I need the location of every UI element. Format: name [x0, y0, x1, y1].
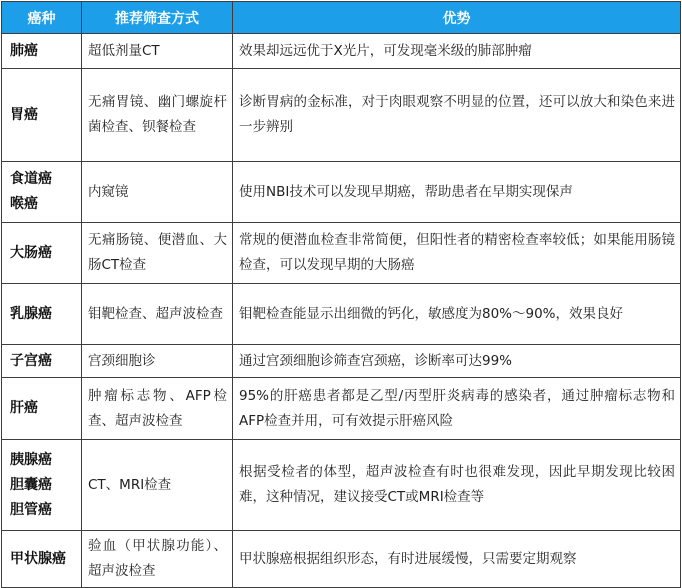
table-row	[2, 162, 681, 223]
cancer-type-cell	[2, 284, 82, 345]
header-cancer-type: 癌种	[2, 2, 82, 34]
advantage-cell: 甲状腺癌根据组织形态，有时进展缓慢，只需要定期观察	[233, 531, 681, 588]
screening-method-cell: CT、MRI检查	[82, 440, 233, 531]
table-row	[2, 531, 681, 588]
cancer-type-cell	[2, 162, 82, 223]
table-header-row	[2, 2, 681, 34]
cancer-name: 喉癌	[10, 196, 38, 212]
advantage-cell: 效果却远远优于X光片，可发现毫米级的肺部肿瘤	[233, 34, 681, 69]
advantage-cell: 诊断胃病的金标准，对于肉眼观察不明显的位置，还可以放大和染色来进一步辨别	[233, 69, 681, 162]
table-row	[2, 69, 681, 162]
screening-method-cell: 验血（甲状腺功能）、超声波检查	[82, 531, 233, 588]
table-row	[2, 440, 681, 531]
cancer-name: 胆管癌	[10, 501, 52, 518]
cancer-name: 甲状腺癌	[10, 550, 66, 567]
cancer-type-cell	[2, 440, 82, 531]
screening-method-cell: 无痛肠镜、便潜血、大肠CT检查	[82, 223, 233, 284]
cancer-type-cell	[2, 34, 82, 69]
screening-method-cell: 宫颈细胞诊	[82, 345, 233, 378]
screening-method-cell: 内窥镜	[82, 162, 233, 223]
cancer-name: 胆囊癌	[10, 476, 52, 493]
advantage-cell: 通过宫颈细胞诊筛查宫颈癌，诊断率可达99%	[233, 345, 681, 378]
cancer-type-cell	[2, 223, 82, 284]
screening-method-cell: 钼靶检查、超声波检查	[82, 284, 233, 345]
cancer-name: 肝癌	[10, 400, 38, 416]
cancer-type-cell	[2, 378, 82, 440]
screening-method-cell: 无痛胃镜、幽门螺旋杆菌检查、钡餐检查	[82, 69, 233, 162]
advantage-cell: 常规的便潜血检查非常简便，但阳性者的精密检查率较低；如果能用肠镜检查，可以发现早期的大肠癌	[233, 223, 681, 284]
header-screening-method: 推荐筛查方式	[82, 2, 233, 34]
cancer-name: 胰腺癌	[10, 451, 52, 468]
cancer-name: 大肠癌	[10, 244, 52, 261]
cancer-type-cell	[2, 531, 82, 588]
screening-method-cell: 肿瘤标志物、AFP检查、超声波检查	[82, 378, 233, 440]
cancer-name: 食道癌	[10, 171, 52, 187]
cancer-screening-table	[1, 1, 681, 588]
advantage-cell: 95%的肝癌患者都是乙型/丙型肝炎病毒的感染者，通过肿瘤标志物和AFP检查并用，可有效提示肝癌风险	[233, 378, 681, 440]
table-row	[2, 284, 681, 345]
advantage-cell: 钼靶检查能显示出细微的钙化，敏感度为80%～90%，效果良好	[233, 284, 681, 345]
advantage-cell: 使用NBI技术可以发现早期癌，帮助患者在早期实现保声	[233, 162, 681, 223]
cancer-name: 乳腺癌	[10, 305, 52, 322]
table-row	[2, 345, 681, 378]
screening-method-cell: 超低剂量CT	[82, 34, 233, 69]
header-advantage: 优势	[233, 2, 681, 34]
cancer-name: 子宫癌	[10, 352, 52, 369]
table-row	[2, 223, 681, 284]
advantage-cell: 根据受检者的体型，超声波检查有时也很难发现，因此早期发现比较困难，这种情况，建议接受CT或MRI检查等	[233, 440, 681, 531]
cancer-name: 胃癌	[10, 106, 38, 123]
cancer-name: 肺癌	[10, 42, 38, 59]
table-row	[2, 34, 681, 69]
table-row	[2, 378, 681, 440]
cancer-type-cell	[2, 345, 82, 378]
cancer-type-cell	[2, 69, 82, 162]
